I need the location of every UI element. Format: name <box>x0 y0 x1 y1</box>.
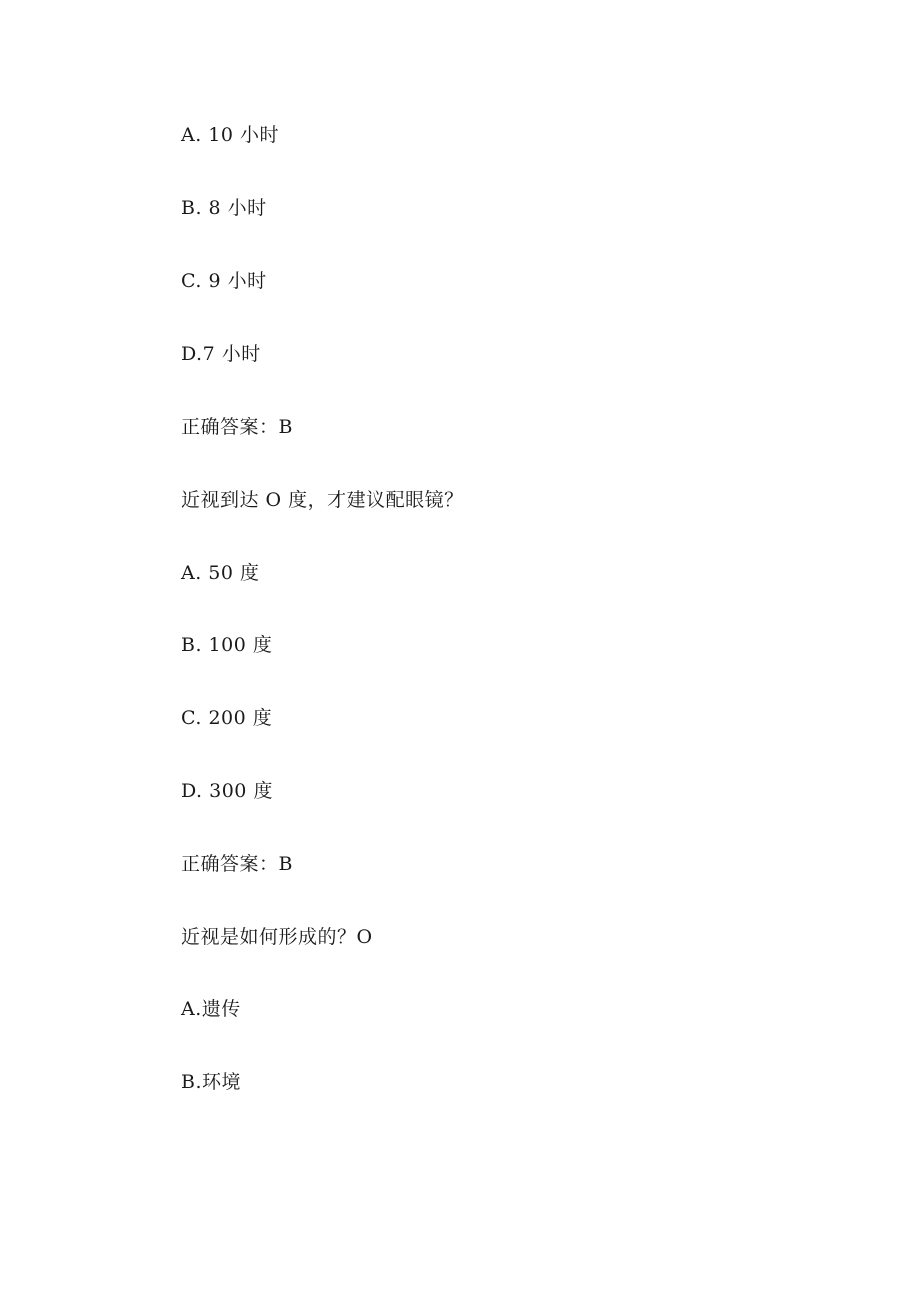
q2-option-a: A. 50 度 <box>181 562 260 584</box>
q3-option-a: A.遗传 <box>181 998 241 1020</box>
q1-option-d: D.7 小时 <box>181 343 261 365</box>
q2-question-text: 近视到达 O 度，才建议配眼镜？ <box>181 489 464 511</box>
q1-correct-answer: 正确答案：B <box>181 416 293 438</box>
q3-question-text: 近视是如何形成的？O <box>181 926 373 948</box>
q1-option-a: A. 10 小时 <box>181 124 280 146</box>
q2-option-b: B. 100 度 <box>181 634 273 656</box>
q2-correct-answer: 正确答案：B <box>181 853 293 875</box>
q1-option-c: C. 9 小时 <box>181 270 267 292</box>
q2-option-c: C. 200 度 <box>181 707 273 729</box>
q1-option-b: B. 8 小时 <box>181 197 267 219</box>
q3-option-b: B.环境 <box>181 1071 242 1093</box>
q2-option-d: D. 300 度 <box>181 780 273 802</box>
